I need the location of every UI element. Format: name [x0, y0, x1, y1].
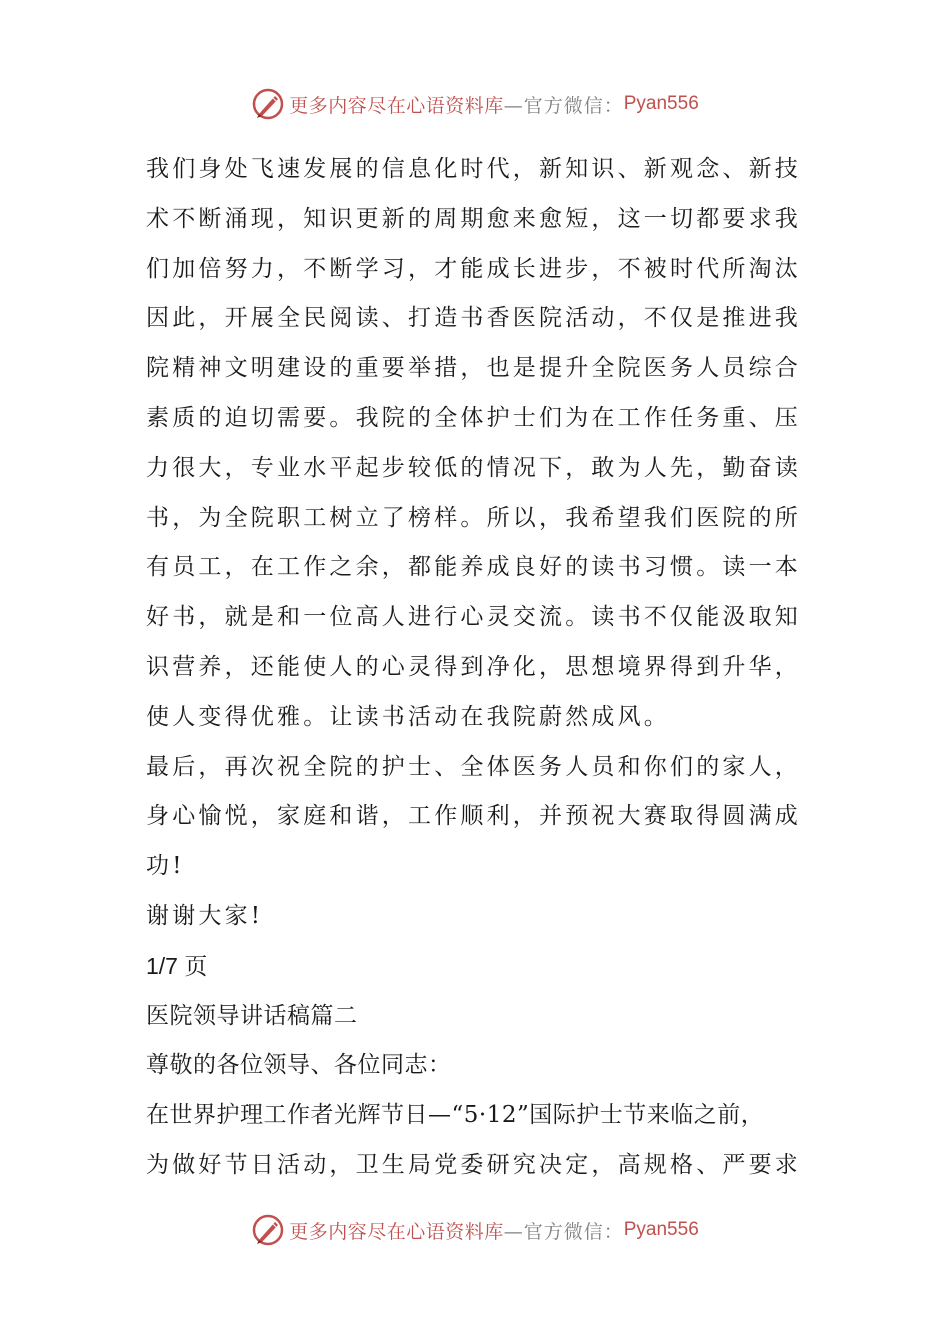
- paragraph-line: 院精神文明建设的重要举措，也是提升全院医务人员综合: [146, 355, 801, 382]
- page-indicator: [146, 942, 826, 992]
- paragraph-line: 身心愉悦，家庭和谐，工作顺利，并预祝大赛取得圆满成: [146, 803, 801, 830]
- banner-site-name: 更多内容尽在心语资料库: [289, 94, 504, 117]
- pen-logo-icon: [251, 87, 285, 121]
- banner-wechat-id: Pyan556: [623, 93, 699, 114]
- paragraph-line: 有员工，在工作之余，都能养成良好的读书习惯。读一本: [146, 554, 801, 581]
- paragraph-line: 因此，开展全民阅读、打造书香医院活动，不仅是推进我: [146, 305, 801, 332]
- banner-wechat-label: —官方微信：: [503, 94, 624, 117]
- paragraph-line: 术不断涌现，知识更新的周期愈来愈短，这一切都要求我: [146, 205, 801, 232]
- paragraph-line: 我们身处飞速发展的信息化时代，新知识、新观念、新技: [146, 156, 801, 182]
- footer-banner: [0, 1210, 950, 1250]
- section-title: 医院领导讲话稿篇二: [146, 1002, 358, 1029]
- paragraph-line: 功!: [146, 853, 185, 880]
- document-body: [146, 145, 826, 1191]
- paragraph-line: 使人变得优雅。让读书活动在我院蔚然成风。: [146, 703, 670, 730]
- paragraph-line: 们加倍努力，不断学习，才能成长进步，不被时代所淘汰: [146, 255, 801, 282]
- pen-logo-icon: [251, 1213, 285, 1247]
- banner-site-name: 更多内容尽在心语资料库: [289, 1220, 504, 1243]
- banner-wechat-label: —官方微信：: [503, 1220, 624, 1243]
- paragraph-line: 力很大，专业水平起步较低的情况下，敢为人先，勤奋读: [146, 454, 801, 481]
- paragraph-line: 在世界护理工作者光辉节日—“5·12”国际护士节来临之前，: [146, 1102, 765, 1129]
- paragraph-line: 为做好节日活动，卫生局党委研究决定，高规格、严要求: [146, 1151, 801, 1178]
- paragraph-line: 最后，再次祝全院的护士、全体医务人员和你们的家人，: [146, 753, 801, 780]
- paragraph-line: 素质的迫切需要。我院的全体护士们为在工作任务重、压: [146, 404, 801, 431]
- salutation: 尊敬的各位领导、各位同志：: [146, 1052, 452, 1079]
- banner-wechat-id: Pyan556: [623, 1219, 699, 1240]
- page-number: 1/7: [146, 952, 178, 979]
- header-banner: [0, 84, 950, 124]
- paragraph-line: 识营养，还能使人的心灵得到净化，思想境界得到升华，: [146, 653, 801, 680]
- paragraph-line: 好书，就是和一位高人进行心灵交流。读书不仅能汲取知: [146, 604, 801, 631]
- paragraph-line: 书，为全院职工树立了榜样。所以，我希望我们医院的所: [146, 504, 801, 531]
- page-unit: 页: [184, 953, 208, 980]
- paragraph-line: 谢谢大家!: [146, 902, 264, 929]
